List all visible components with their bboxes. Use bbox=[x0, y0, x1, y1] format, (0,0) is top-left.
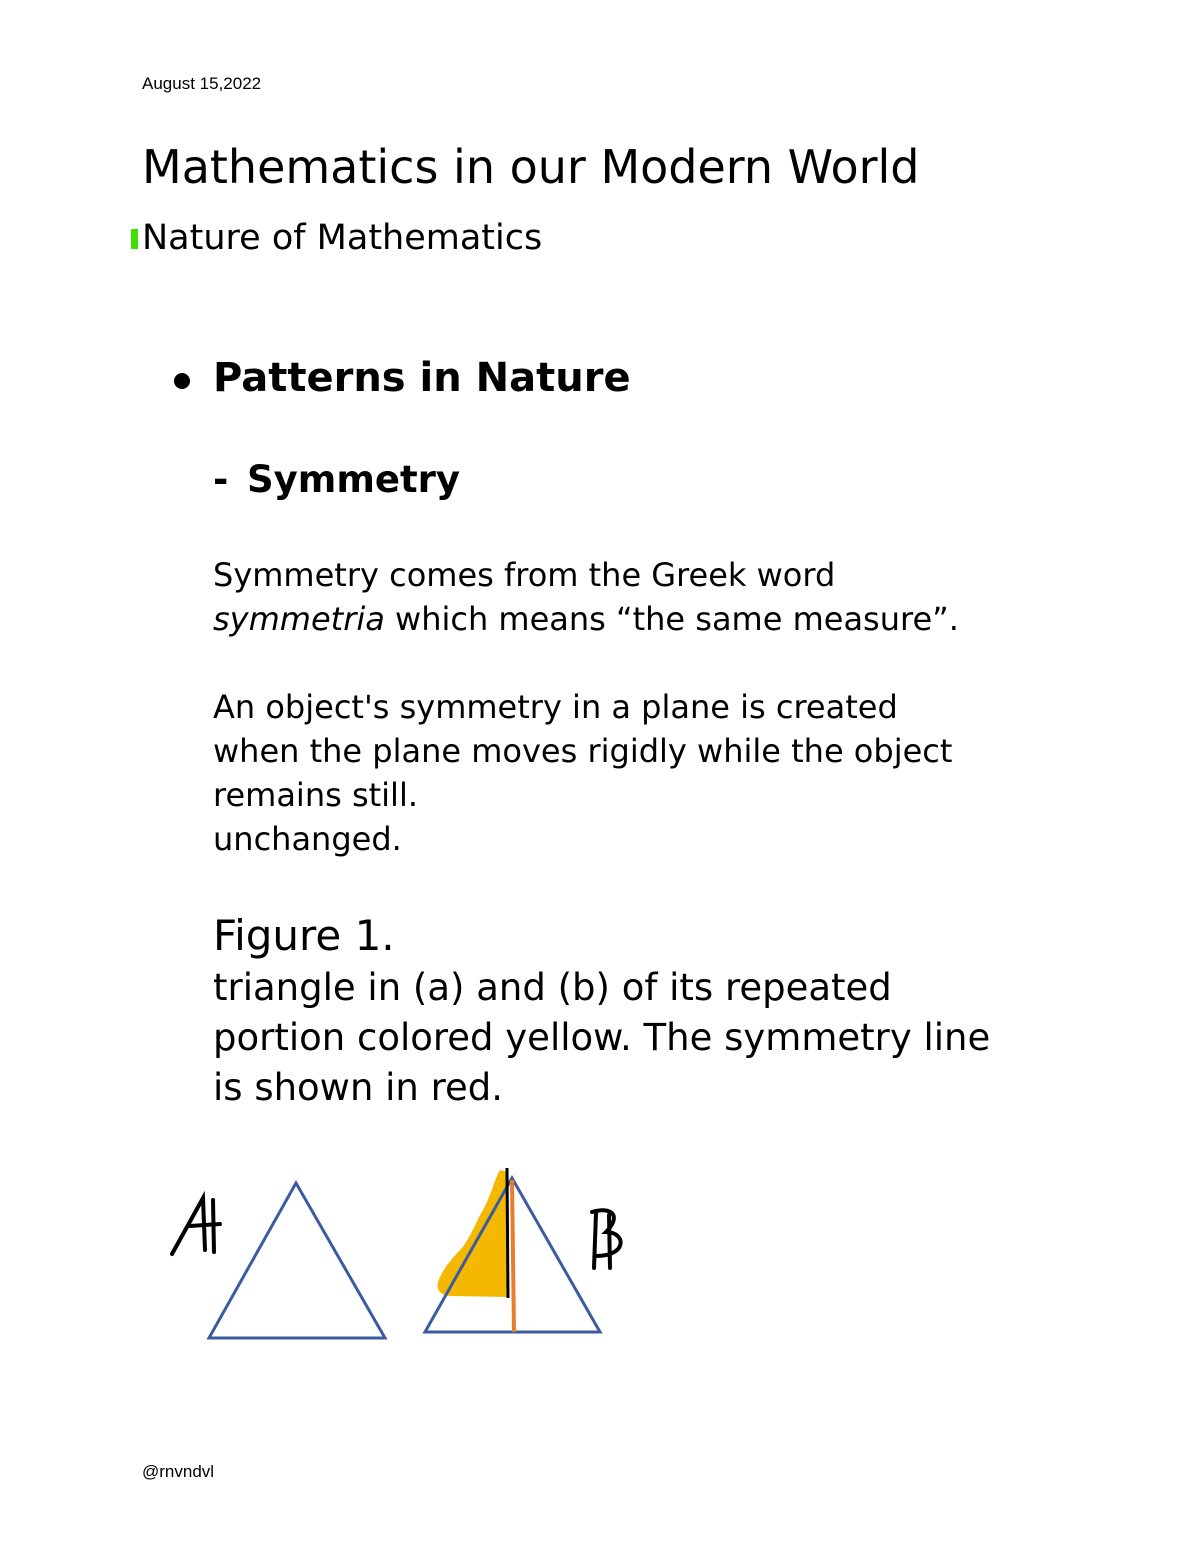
paragraph-etymology bbox=[213, 553, 959, 641]
document-title: Mathematics in our Modern World bbox=[142, 140, 920, 194]
document-date: August 15,2022 bbox=[142, 74, 262, 93]
handwritten-letter-a bbox=[172, 1198, 220, 1254]
paragraph-line: when the plane moves rigidly while the object bbox=[213, 732, 953, 770]
footer-handle: @rnvndvl bbox=[142, 1462, 215, 1481]
handwritten-letter-b bbox=[592, 1210, 621, 1268]
marker-line bbox=[507, 1168, 508, 1298]
figure-caption bbox=[213, 963, 990, 1113]
paragraph-line: unchanged. bbox=[213, 820, 402, 858]
paragraph-line: remains still. bbox=[213, 776, 418, 814]
paragraph-line bbox=[213, 597, 959, 641]
symmetry-line bbox=[512, 1180, 514, 1332]
paragraph-line: Symmetry comes from the Greek word bbox=[213, 556, 836, 594]
paragraph-text: which means “the same measure”. bbox=[384, 600, 959, 638]
sub-heading-dash: - bbox=[213, 458, 229, 501]
caption-line: triangle in (a) and (b) of its repeated bbox=[213, 966, 892, 1009]
yellow-repeated-portion bbox=[438, 1170, 509, 1297]
italic-term: symmetria bbox=[213, 600, 385, 638]
paragraph-line: An object's symmetry in a plane is created bbox=[213, 688, 898, 726]
bullet-icon bbox=[174, 373, 190, 389]
triangle-a bbox=[209, 1183, 385, 1338]
symmetry-figure-drawing bbox=[0, 1150, 700, 1370]
figure-label: Figure 1. bbox=[213, 911, 395, 960]
caption-line: portion colored yellow. The symmetry line bbox=[213, 1016, 991, 1059]
caption-line: is shown in red. bbox=[213, 1066, 504, 1109]
bullet-heading: Patterns in Nature bbox=[213, 355, 631, 401]
paragraph-definition bbox=[213, 685, 952, 861]
document-subtitle: Nature of Mathematics bbox=[142, 218, 543, 258]
highlight-mark bbox=[131, 229, 138, 249]
sub-heading: Symmetry bbox=[247, 458, 461, 501]
